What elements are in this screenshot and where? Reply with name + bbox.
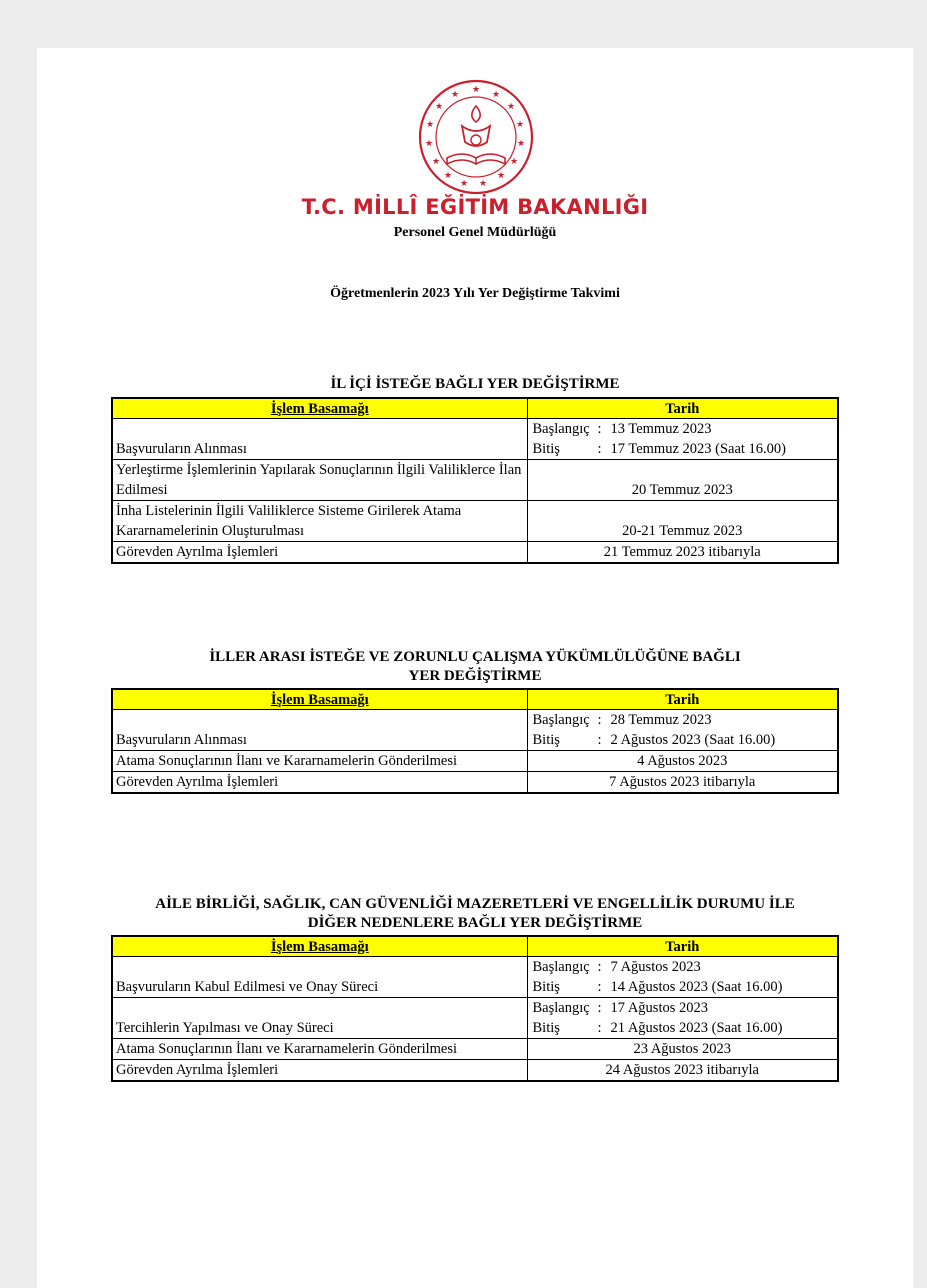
date-cell: 7 Ağustos 2023 itibarıyla — [527, 772, 838, 794]
column-header-step-label: İşlem Basamağı — [270, 939, 369, 955]
table-header-row — [112, 689, 838, 710]
table-row — [112, 1039, 838, 1060]
column-header-step — [112, 689, 527, 710]
end-label: Bitiş — [532, 979, 560, 995]
section-title-line: DİĞER NEDENLERE BAĞLI YER DEĞİŞTİRME — [307, 915, 643, 931]
start-date: 28 Temmuz 2023 — [610, 712, 712, 728]
section-title-line: YER DEĞİŞTİRME — [408, 668, 542, 684]
colon: : — [597, 959, 602, 975]
svg-text:★: ★ — [459, 179, 469, 189]
svg-text:★: ★ — [506, 102, 516, 112]
date-cell: 20 Temmuz 2023 — [527, 460, 838, 501]
section-title — [112, 375, 838, 394]
date-range-cell — [527, 998, 838, 1039]
column-header-date: Tarih — [527, 398, 838, 419]
column-header-step — [112, 936, 527, 957]
date-cell: 21 Temmuz 2023 itibarıyla — [527, 542, 838, 564]
end-date: 14 Ağustos 2023 (Saat 16.00) — [610, 979, 783, 995]
document-page — [37, 48, 913, 1288]
colon: : — [597, 421, 602, 437]
column-header-step — [112, 398, 527, 419]
svg-text:★: ★ — [434, 102, 444, 112]
svg-text:★: ★ — [496, 171, 506, 181]
table-row — [112, 460, 838, 501]
end-label: Bitiş — [532, 732, 560, 748]
section-title-line: AİLE BİRLİĞİ, SAĞLIK, CAN GÜVENLİĞİ MAZERETLERİ VE ENGELLİLİK DURUMU İLE — [155, 896, 795, 912]
ministry-seal-logo — [417, 78, 535, 196]
schedule-table — [111, 688, 839, 794]
svg-text:★: ★ — [509, 157, 519, 167]
section-title-line: İLLER ARASI İSTEĞE VE ZORUNLU ÇALIŞMA YÜKÜMLÜLÜĞÜNE BAĞLI — [209, 649, 741, 665]
end-label: Bitiş — [532, 1020, 560, 1036]
document-title: Öğretmenlerin 2023 Yılı Yer Değiştirme Takvimi — [330, 286, 620, 301]
table-row — [112, 501, 838, 542]
date-cell: 23 Ağustos 2023 — [527, 1039, 838, 1060]
column-header-date: Tarih — [527, 936, 838, 957]
svg-text:★: ★ — [516, 139, 526, 149]
date-range-cell — [527, 710, 838, 751]
step-cell: Görevden Ayrılma İşlemleri — [112, 772, 527, 794]
step-cell: Görevden Ayrılma İşlemleri — [112, 1060, 527, 1082]
end-label: Bitiş — [532, 441, 560, 457]
column-header-date: Tarih — [527, 689, 838, 710]
step-cell: Başvuruların Alınması — [112, 710, 527, 751]
table-row — [112, 710, 838, 751]
svg-text:★: ★ — [491, 90, 501, 100]
table-header-row — [112, 936, 838, 957]
step-cell: Atama Sonuçlarının İlanı ve Kararnamelerin Gönderilmesi — [112, 751, 527, 772]
svg-text:★: ★ — [443, 171, 453, 181]
table-row — [112, 998, 838, 1039]
start-date: 17 Ağustos 2023 — [610, 1000, 708, 1016]
column-header-step-label: İşlem Basamağı — [270, 692, 369, 708]
step-cell: Başvuruların Kabul Edilmesi ve Onay Süreci — [112, 957, 527, 998]
table-row — [112, 1060, 838, 1082]
table-row — [112, 751, 838, 772]
directorate-name: Personel Genel Müdürlüğü — [393, 225, 557, 240]
section-title-line: İL İÇİ İSTEĞE BAĞLI YER DEĞİŞTİRME — [330, 376, 620, 392]
table-row — [112, 957, 838, 998]
table-row — [112, 772, 838, 794]
ministry-name: T.C. MİLLÎ EĞİTİM BAKANLIĞI — [301, 195, 649, 219]
step-cell: Yerleştirme İşlemlerinin Yapılarak Sonuçlarının İlgili Valiliklerce İlan Edilmesi — [112, 460, 527, 501]
start-date: 7 Ağustos 2023 — [610, 959, 701, 975]
svg-text:★: ★ — [425, 120, 435, 130]
svg-text:★: ★ — [515, 120, 525, 130]
colon: : — [597, 441, 602, 457]
date-range-cell — [527, 957, 838, 998]
step-cell: Atama Sonuçlarının İlanı ve Kararnamelerin Gönderilmesi — [112, 1039, 527, 1060]
date-cell: 4 Ağustos 2023 — [527, 751, 838, 772]
table-row — [112, 542, 838, 564]
step-cell: Tercihlerin Yapılması ve Onay Süreci — [112, 998, 527, 1039]
colon: : — [597, 732, 602, 748]
svg-text:★: ★ — [424, 139, 434, 149]
svg-text:★: ★ — [450, 90, 460, 100]
step-cell: Başvuruların Alınması — [112, 419, 527, 460]
colon: : — [597, 1020, 602, 1036]
colon: : — [597, 712, 602, 728]
date-range-cell — [527, 419, 838, 460]
start-label: Başlangıç — [532, 421, 590, 437]
section-title — [112, 895, 838, 933]
step-cell: Görevden Ayrılma İşlemleri — [112, 542, 527, 564]
colon: : — [597, 979, 602, 995]
step-cell: İnha Listelerinin İlgili Valiliklerce Sisteme Girilerek Atama Kararnamelerinin Oluşturulması — [112, 501, 527, 542]
date-cell: 24 Ağustos 2023 itibarıyla — [527, 1060, 838, 1082]
column-header-step-label: İşlem Basamağı — [270, 401, 369, 417]
end-date: 21 Ağustos 2023 (Saat 16.00) — [610, 1020, 783, 1036]
svg-text:★: ★ — [431, 157, 441, 167]
table-row — [112, 419, 838, 460]
end-date: 2 Ağustos 2023 (Saat 16.00) — [610, 732, 776, 748]
date-cell: 20-21 Temmuz 2023 — [527, 501, 838, 542]
start-label: Başlangıç — [532, 1000, 590, 1016]
svg-text:★: ★ — [478, 179, 488, 189]
start-label: Başlangıç — [532, 959, 590, 975]
schedule-table — [111, 397, 839, 564]
colon: : — [597, 1000, 602, 1016]
start-label: Başlangıç — [532, 712, 590, 728]
end-date: 17 Temmuz 2023 (Saat 16.00) — [610, 441, 787, 457]
start-date: 13 Temmuz 2023 — [610, 421, 712, 437]
section-title — [112, 648, 838, 686]
svg-text:★: ★ — [471, 85, 481, 95]
table-header-row — [112, 398, 838, 419]
schedule-table — [111, 935, 839, 1082]
